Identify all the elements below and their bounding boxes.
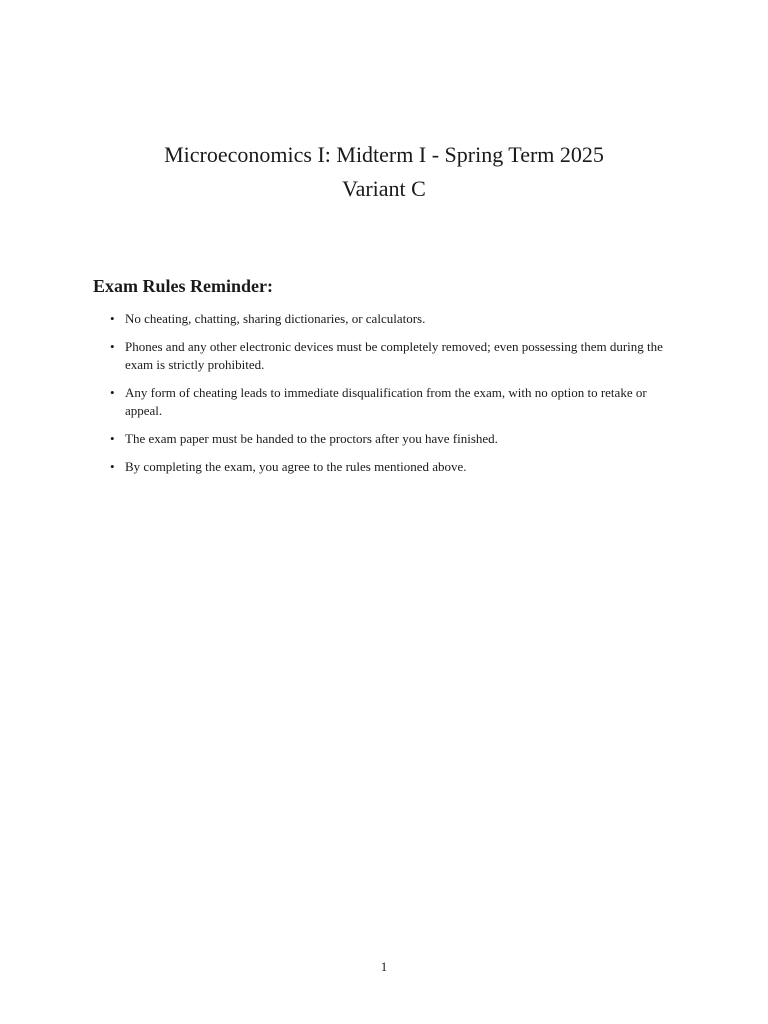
rule-text: The exam paper must be handed to the proctors after you have finished. — [125, 431, 498, 446]
page-number: 1 — [380, 959, 388, 974]
rule-text: Phones and any other electronic devices must be completely removed; even possessing them during the exam is strictly prohibited. — [125, 339, 663, 372]
rule-text: Any form of cheating leads to immediate disqualification from the exam, with no option to retake or appeal. — [125, 385, 647, 418]
rule-item — [110, 430, 680, 448]
exam-title: Microeconomics I: Midterm I - Spring Term 2025 — [164, 142, 604, 167]
exam-variant: Variant C — [342, 176, 426, 201]
bullet-icon: • — [110, 385, 115, 400]
rule-text: No cheating, chatting, sharing dictionaries, or calculators. — [125, 311, 426, 326]
rule-item — [110, 458, 680, 476]
bullet-icon: • — [110, 459, 115, 474]
rules-list — [110, 310, 680, 486]
bullet-icon: • — [110, 431, 115, 446]
rules-heading: Exam Rules Reminder: — [93, 276, 273, 296]
rule-item — [110, 338, 680, 374]
rule-item — [110, 310, 680, 328]
title-block — [0, 138, 768, 206]
rule-text: By completing the exam, you agree to the rules mentioned above. — [125, 459, 467, 474]
bullet-icon: • — [110, 339, 115, 354]
bullet-icon: • — [110, 311, 115, 326]
rule-item — [110, 384, 680, 420]
